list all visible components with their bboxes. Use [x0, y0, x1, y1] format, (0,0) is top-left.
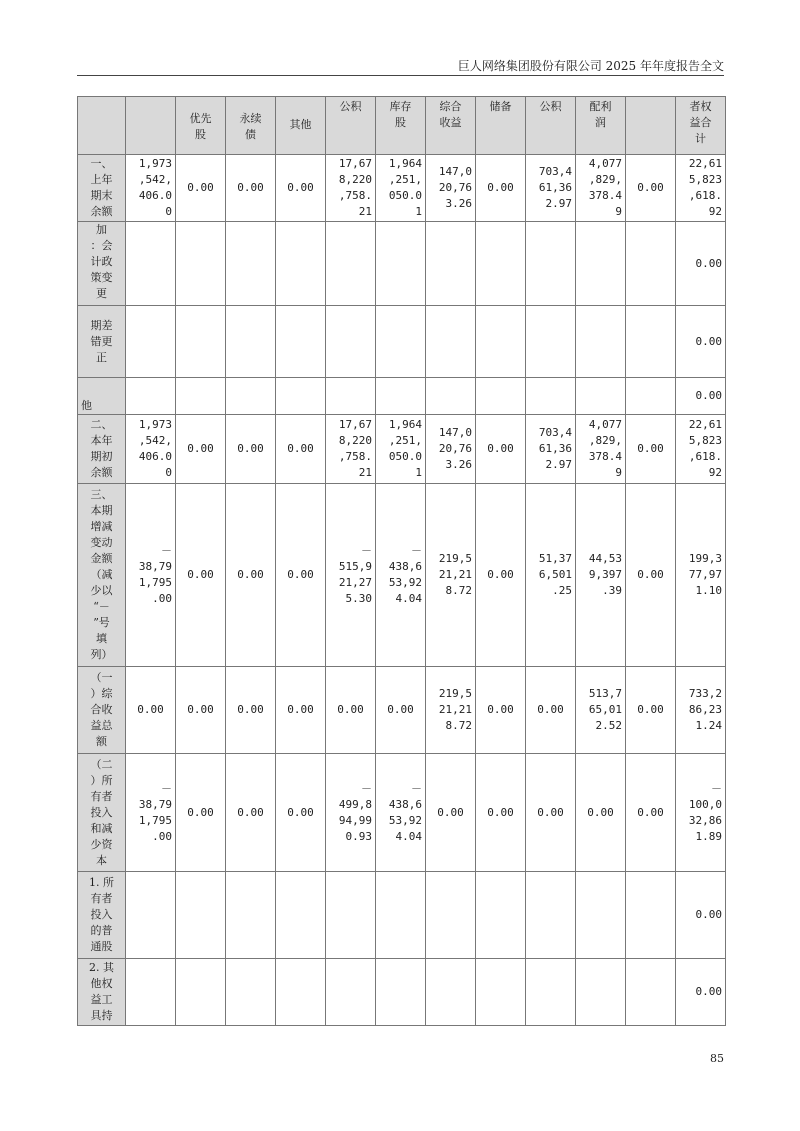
- table-cell: [476, 872, 526, 959]
- table-cell: [626, 306, 676, 378]
- table-cell: 0.00: [226, 754, 276, 872]
- table-cell: 219,5 21,21 8.72: [426, 667, 476, 754]
- table-cell: 1,964 ,251, 050.0 1: [376, 155, 426, 222]
- table-cell: － 515,9 21,27 5.30: [326, 484, 376, 667]
- column-header: [78, 97, 126, 155]
- column-header: [626, 97, 676, 155]
- table-cell: [576, 959, 626, 1026]
- table-cell: 0.00: [476, 415, 526, 484]
- table-cell: 0.00: [526, 754, 576, 872]
- column-header: 公积: [326, 97, 376, 155]
- table-cell: 0.00: [176, 484, 226, 667]
- column-header: 综合 收益: [426, 97, 476, 155]
- table-cell: 1,973 ,542, 406.0 0: [126, 415, 176, 484]
- table-cell: 147,0 20,76 3.26: [426, 415, 476, 484]
- column-header: [126, 97, 176, 155]
- table-cell: － 38,79 1,795 .00: [126, 484, 176, 667]
- table-cell: [376, 959, 426, 1026]
- table-cell: 199,3 77,97 1.10: [676, 484, 726, 667]
- table-cell: 0.00: [276, 754, 326, 872]
- table-cell: [426, 378, 476, 415]
- table-cell: 0.00: [626, 667, 676, 754]
- document-title: 巨人网络集团股份有限公司 2025 年年度报告全文: [457, 59, 724, 73]
- row-label: 1. 所 有者 投入 的普 通股: [78, 872, 126, 959]
- table-cell: [426, 872, 476, 959]
- table-cell: [476, 959, 526, 1026]
- table-cell: [126, 959, 176, 1026]
- row-label: 一、 上年 期末 余额: [78, 155, 126, 222]
- table-cell: 0.00: [276, 484, 326, 667]
- table-cell: 0.00: [626, 415, 676, 484]
- table-cell: 0.00: [676, 959, 726, 1026]
- table-cell: [226, 222, 276, 306]
- table-cell: 0.00: [626, 155, 676, 222]
- table-cell: 0.00: [576, 754, 626, 872]
- table-cell: 22,61 5,823 ,618. 92: [676, 415, 726, 484]
- table-cell: [176, 222, 226, 306]
- table-cell: － 38,79 1,795 .00: [126, 754, 176, 872]
- table-cell: 17,67 8,220 ,758. 21: [326, 415, 376, 484]
- table-cell: [626, 378, 676, 415]
- table-cell: 0.00: [676, 872, 726, 959]
- table-cell: [326, 959, 376, 1026]
- table-cell: [526, 306, 576, 378]
- table-cell: 0.00: [226, 667, 276, 754]
- table-cell: 0.00: [476, 155, 526, 222]
- table-cell: [576, 378, 626, 415]
- table-row: [78, 222, 726, 306]
- table-cell: 0.00: [176, 415, 226, 484]
- table-cell: － 438,6 53,92 4.04: [376, 484, 426, 667]
- column-header: 配利 润: [576, 97, 626, 155]
- table-row: [78, 667, 726, 754]
- table-cell: 1,964 ,251, 050.0 1: [376, 415, 426, 484]
- table-cell: [326, 222, 376, 306]
- table-cell: 0.00: [676, 306, 726, 378]
- table-cell: [626, 222, 676, 306]
- page-number: 85: [710, 1052, 724, 1065]
- table-cell: 0.00: [676, 378, 726, 415]
- table-cell: 147,0 20,76 3.26: [426, 155, 476, 222]
- table-cell: 0.00: [276, 667, 326, 754]
- table-cell: 17,67 8,220 ,758. 21: [326, 155, 376, 222]
- table-row: [78, 306, 726, 378]
- table-cell: 0.00: [676, 222, 726, 306]
- table-row: [78, 484, 726, 667]
- table-cell: 0.00: [426, 754, 476, 872]
- table-cell: 219,5 21,21 8.72: [426, 484, 476, 667]
- table-cell: 44,53 9,397 .39: [576, 484, 626, 667]
- table-cell: 0.00: [126, 667, 176, 754]
- table-cell: 1,973 ,542, 406.0 0: [126, 155, 176, 222]
- table-cell: 0.00: [326, 667, 376, 754]
- table-cell: [526, 959, 576, 1026]
- table-row: [78, 415, 726, 484]
- table-row: [78, 155, 726, 222]
- row-label: （二 ）所 有者 投入 和减 少资 本: [78, 754, 126, 872]
- table-cell: 0.00: [176, 754, 226, 872]
- table-cell: 733,2 86,23 1.24: [676, 667, 726, 754]
- table-cell: [476, 378, 526, 415]
- table-cell: [126, 378, 176, 415]
- table-cell: [476, 306, 526, 378]
- equity-changes-table: [77, 96, 726, 1026]
- table-cell: 22,61 5,823 ,618. 92: [676, 155, 726, 222]
- table-cell: [526, 222, 576, 306]
- table-cell: 51,37 6,501 .25: [526, 484, 576, 667]
- table-row: [78, 754, 726, 872]
- table-cell: [276, 306, 326, 378]
- table-row: [78, 872, 726, 959]
- table-cell: [226, 378, 276, 415]
- table-cell: [576, 872, 626, 959]
- table-cell: [426, 306, 476, 378]
- table-cell: 4,077 ,829, 378.4 9: [576, 155, 626, 222]
- table-cell: [376, 378, 426, 415]
- table-cell: [426, 222, 476, 306]
- row-label: 2. 其 他权 益工 具持: [78, 959, 126, 1026]
- page-header: [77, 55, 724, 76]
- table-cell: [226, 959, 276, 1026]
- table-cell: [326, 378, 376, 415]
- row-label: 他: [78, 378, 126, 415]
- table-cell: 0.00: [476, 484, 526, 667]
- table-cell: [326, 872, 376, 959]
- table-cell: [176, 872, 226, 959]
- table-cell: 0.00: [226, 484, 276, 667]
- table-cell: [226, 872, 276, 959]
- row-label: 二、 本年 期初 余额: [78, 415, 126, 484]
- table-cell: 0.00: [626, 754, 676, 872]
- table-cell: [626, 872, 676, 959]
- row-label: 三、 本期 增减 变动 金额 （减 少以 “－ ”号 填 列）: [78, 484, 126, 667]
- table-cell: 0.00: [176, 667, 226, 754]
- table-cell: [376, 222, 426, 306]
- table-cell: [276, 378, 326, 415]
- table-cell: [126, 306, 176, 378]
- table-cell: 0.00: [226, 155, 276, 222]
- row-label: （一 ）综 合收 益总 额: [78, 667, 126, 754]
- header-row: [78, 97, 726, 155]
- table-cell: 703,4 61,36 2.97: [526, 155, 576, 222]
- table-cell: 0.00: [276, 155, 326, 222]
- table-row: [78, 959, 726, 1026]
- table-cell: 0.00: [526, 667, 576, 754]
- row-label: 期差 错更 正: [78, 306, 126, 378]
- table-cell: [276, 222, 326, 306]
- table-cell: [126, 222, 176, 306]
- table-cell: [376, 306, 426, 378]
- table-cell: 513,7 65,01 2.52: [576, 667, 626, 754]
- column-header: 库存 股: [376, 97, 426, 155]
- column-header: 优先 股: [176, 97, 226, 155]
- column-header: 永续 债: [226, 97, 276, 155]
- table-cell: [576, 306, 626, 378]
- table-body: [78, 97, 726, 1026]
- table-cell: 0.00: [176, 155, 226, 222]
- table-cell: [626, 959, 676, 1026]
- table-cell: 0.00: [226, 415, 276, 484]
- column-header: 储备: [476, 97, 526, 155]
- table-cell: [526, 378, 576, 415]
- table-cell: － 100,0 32,86 1.89: [676, 754, 726, 872]
- table-cell: [376, 872, 426, 959]
- column-header: 公积: [526, 97, 576, 155]
- table-cell: [276, 872, 326, 959]
- table-cell: [476, 222, 526, 306]
- table-cell: 0.00: [276, 415, 326, 484]
- table-cell: [176, 306, 226, 378]
- column-header: 其他: [276, 97, 326, 155]
- row-label: 加 ：会 计政 策变 更: [78, 222, 126, 306]
- table-cell: [176, 959, 226, 1026]
- table-cell: 0.00: [476, 754, 526, 872]
- table-row: [78, 378, 726, 415]
- table-cell: 0.00: [476, 667, 526, 754]
- table-cell: 0.00: [626, 484, 676, 667]
- table-cell: [226, 306, 276, 378]
- table-cell: － 438,6 53,92 4.04: [376, 754, 426, 872]
- table-cell: [176, 378, 226, 415]
- table-cell: 0.00: [376, 667, 426, 754]
- table-cell: [576, 222, 626, 306]
- column-header: 者权 益合 计: [676, 97, 726, 155]
- table-cell: [426, 959, 476, 1026]
- table-cell: 4,077 ,829, 378.4 9: [576, 415, 626, 484]
- table-cell: [276, 959, 326, 1026]
- table-cell: [126, 872, 176, 959]
- table-cell: [526, 872, 576, 959]
- table-cell: 703,4 61,36 2.97: [526, 415, 576, 484]
- table-cell: [326, 306, 376, 378]
- table-cell: － 499,8 94,99 0.93: [326, 754, 376, 872]
